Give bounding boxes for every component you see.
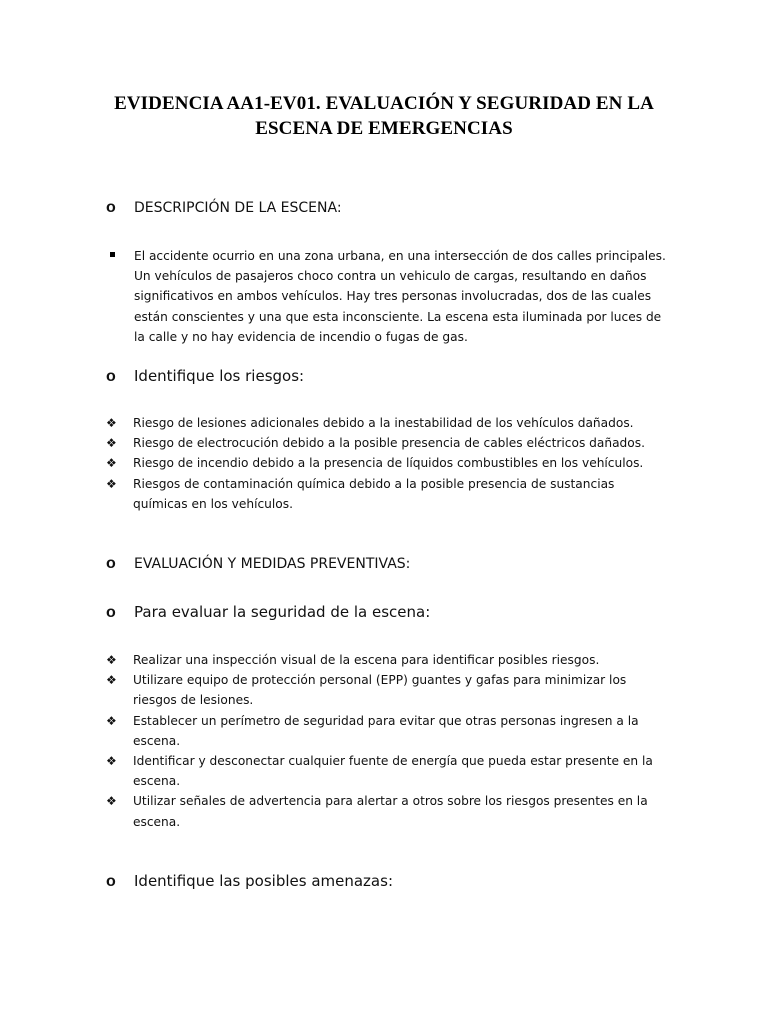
heading-marker: o [106,604,116,621]
section-heading-evaluar-seguridad [106,603,430,622]
list-item: ❖ Utilizar señales de advertencia para alertar a otros sobre los riesgos presentes en la escena. [106,791,666,831]
list-item: ❖ Riesgos de contaminación química debido a la posible presencia de sustancias químicas en los vehículos. [106,474,666,514]
list-item: ❖ Riesgo de incendio debido a la presencia de líquidos combustibles en los vehículos. [106,453,666,473]
list-item: ❖ Establecer un perímetro de seguridad para evitar que otras personas ingresen a la escena. [106,711,666,751]
list-item: ❖ Riesgo de electrocución debido a la posible presencia de cables eléctricos dañados. [106,433,666,453]
heading-marker: o [106,199,116,216]
diamond-bullet-icon: ❖ [106,754,117,769]
square-bullet-icon [110,252,115,257]
diamond-bullet-icon: ❖ [106,456,117,471]
heading-marker: o [106,555,116,572]
heading-text: Identifique los riesgos: [134,367,305,385]
list-item: ❖ Riesgo de lesiones adicionales debido a la inestabilidad de los vehículos dañados. [106,413,666,433]
safety-measures-list [106,650,666,832]
section-heading-amenazas [106,872,393,891]
document-title: EVIDENCIA AA1-EV01. EVALUACIÓN Y SEGURIDAD EN LA ESCENA DE EMERGENCIAS [114,93,654,139]
diamond-bullet-icon: ❖ [106,416,117,430]
paragraph-text: El accidente ocurrio en una zona urbana, en una intersección de dos calles principales. Un vehículos de pasajeros choco contra un vehiculo de cargas, resultando en daños significativos en ambos vehículos. Hay tres personas involucradas, dos de las cuales están conscientes y una que esta inconsciente. La escena esta iluminada por luces de la calle y no hay evidencia de incendio o fugas de gas. [134,249,666,344]
heading-text: Para evaluar la seguridad de la escena: [134,603,431,621]
heading-text: Identifique las posibles amenazas: [134,872,393,890]
list-item: ❖ Utilizare equipo de protección personal (EPP) guantes y gafas para minimizar los riesgos de lesiones. [106,670,666,710]
heading-marker: o [106,368,116,385]
section-heading-descripcion [106,199,342,217]
heading-text: EVALUACIÓN Y MEDIDAS PREVENTIVAS: [134,556,411,572]
diamond-bullet-icon: ❖ [106,673,117,688]
list-item: ❖ Identificar y desconectar cualquier fuente de energía que pueda estar presente en la escena. [106,751,666,791]
diamond-bullet-icon: ❖ [106,476,117,491]
risks-list [106,413,666,514]
diamond-bullet-icon: ❖ [106,794,117,809]
diamond-bullet-icon: ❖ [106,653,117,667]
section-heading-riesgos [106,367,304,386]
scene-description-paragraph [110,246,670,350]
list-item: ❖ Realizar una inspección visual de la escena para identificar posibles riesgos. [106,650,666,670]
diamond-bullet-icon: ❖ [106,436,117,451]
heading-marker: o [106,873,116,890]
heading-text: DESCRIPCIÓN DE LA ESCENA: [134,200,342,216]
section-heading-evaluacion [106,555,410,573]
diamond-bullet-icon: ❖ [106,713,117,728]
